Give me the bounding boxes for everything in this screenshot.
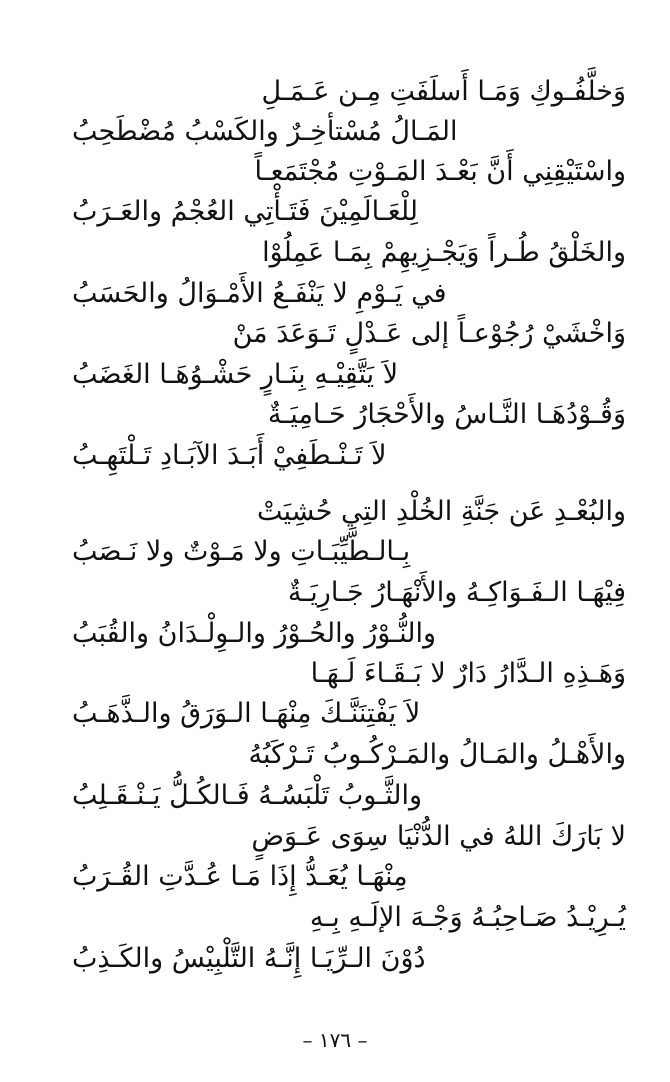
verse-line: فِيْهَـا الـفَـوَاكِـهُ والأَنْهَـارُ جَـارِيَـةٌ xyxy=(287,577,626,608)
verse-line: والنُّـوْرُ والحُـوْرُ والـوِلْـدَانُ والقُبَبُ xyxy=(72,618,436,649)
verse-line: وَقُـوْدُهَـا النَّـاسُ والأَحْجَارُ حَـامِيَـةٌ xyxy=(267,399,626,430)
verse-line: لاَ تَـنْـطَفِيْ أَبَـدَ الآبَـادِ تَـلْتَهِـبُ xyxy=(72,440,387,471)
verse-line: المَـالُ مُسْتأخِـرٌ والكَسْبُ مُضْطَحِبُ xyxy=(72,116,458,147)
verse-line: لاَ يَتَّقِيْـهِ بِنَـارٍ حَشْـوُهَـا الغَضَبُ xyxy=(72,359,399,390)
verse-line: والبُعْـدِ عَن جَنَّةِ الخُلْدِ التِي حُشِيَتْ xyxy=(257,496,626,527)
page-number: – ١٧٦ – xyxy=(302,1028,368,1052)
verse-line: يُـرِيْـدُ صَـاحِبُـهُ وَجْـهَ الإلَـهِ بِـهِ xyxy=(309,902,626,933)
verse-line: والأَهْـلُ والمَـالُ والمَـرْكُـوبُ تَـرْكَبُهُ xyxy=(248,739,626,770)
verse-line: في يَـوْمِ لا يَنْفَـعُ الأَمْـوَالُ والحَسَبُ xyxy=(72,278,447,309)
verse-line: لاَ يَفْتِنَنَّـكَ مِنْهَـا الـوَرَقُ والـذَّهَـبُ xyxy=(72,698,421,729)
verse-line: لا بَارَكَ اللهُ في الدُّنْيَا سِوَى عَـوَضٍ xyxy=(251,821,626,852)
verse-line: وَهَـذِهِ الـدَّارُ دَارٌ لا بَـقَـاءَ لَـهَـا xyxy=(310,658,626,689)
verse-line: والثَّـوبُ تَلْبَسُـهُ فَـالكُـلُّ يَـنْـقَـلِبُ xyxy=(72,780,423,811)
verse-line: وَخلَّفُـوكِ وَمَـا أَسلَفَتِ مِـن عَـمَـلِ xyxy=(261,76,626,107)
verse-line: بِـالـطَّيِّبَـاتِ ولا مَـوْتٌ ولا نَـصَبُ xyxy=(72,536,411,567)
verse-line: مِنْهَـا يُعَـدُّ إِذَا مَـا عُـدَّتِ القُـرَبُ xyxy=(72,861,408,892)
verse-line: والخَلْقُ طُـراً وَيَجْـزِيهِمْ بِمَـا عَمِلُوْا xyxy=(262,237,626,268)
verse-line: لِلْعَـالَمِيْنَ فَتَـأْتِي العُجْمُ والعَـرَبُ xyxy=(72,196,418,227)
verse-line: دُوْنَ الـرِّيَـا إِنَّـهُ التَّلْبِيْسُ والكَـذِبُ xyxy=(72,943,426,974)
verse-line: وَاخْشَيْ رُجُوْعـاً إلى عَـدْلٍ تَـوَعَدَ مَنْ xyxy=(232,318,626,349)
verse-line: واسْتَيْقِنِي أَنَّ بَعْـدَ المَـوْتِ مُجْتَمَعـاً xyxy=(254,156,626,187)
